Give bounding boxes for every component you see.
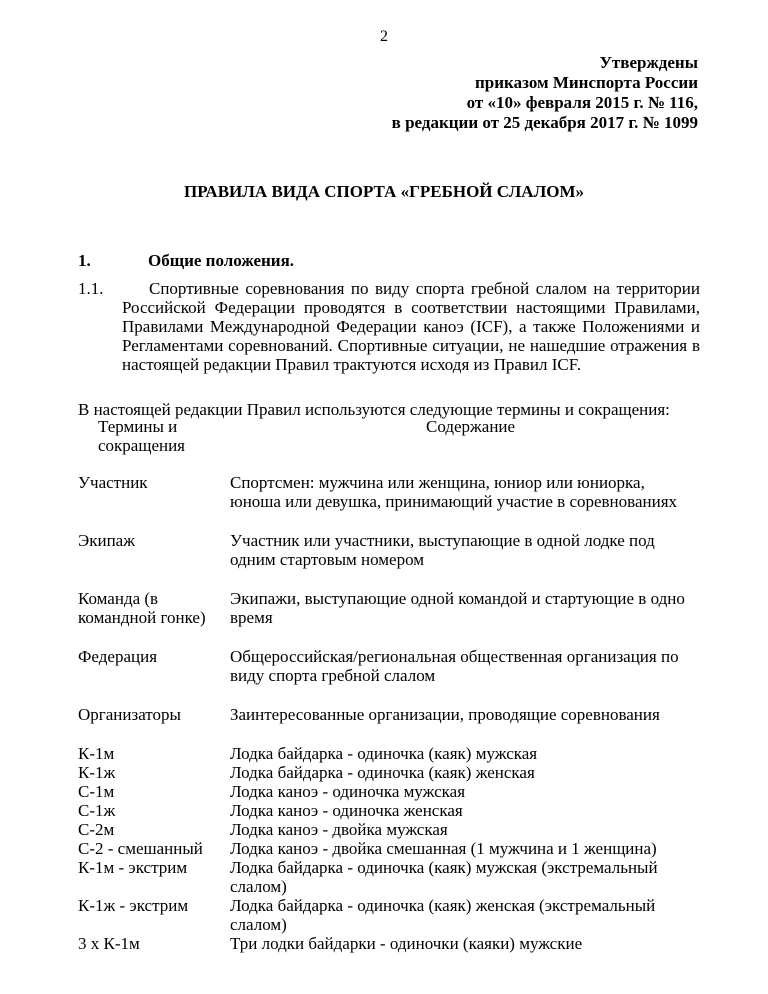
table-row bbox=[78, 896, 708, 934]
term-cell: 3 х К-1м bbox=[78, 934, 140, 953]
paragraph-number: 1.1. bbox=[78, 279, 104, 298]
table-row bbox=[78, 801, 708, 820]
table-row bbox=[78, 473, 708, 511]
definition-cell: Три лодки байдарки - одиночки (каяки) мужские bbox=[230, 934, 583, 953]
term-cell: Экипаж bbox=[78, 531, 135, 550]
term-cell: Команда (в командной гонке) bbox=[78, 589, 206, 627]
paragraph bbox=[78, 279, 700, 374]
term-cell: К-1ж bbox=[78, 763, 116, 782]
definition-cell: Лодка каноэ - одиночка женская bbox=[230, 801, 463, 820]
definition-cell: Заинтересованные организации, проводящие соревнования bbox=[230, 705, 660, 724]
column-header-content: Содержание bbox=[426, 417, 516, 436]
section-title: Общие положения. bbox=[148, 251, 295, 270]
approval-line: Утверждены bbox=[599, 53, 698, 72]
section-heading bbox=[78, 251, 294, 270]
table-row bbox=[78, 839, 708, 858]
term-cell: Организаторы bbox=[78, 705, 181, 724]
term-cell: С-2 - смешанный bbox=[78, 839, 203, 858]
document-title: ПРАВИЛА ВИДА СПОРТА «ГРЕБНОЙ СЛАЛОМ» bbox=[183, 182, 584, 201]
term-cell: Федерация bbox=[78, 647, 158, 666]
page-number: 2 bbox=[380, 28, 388, 45]
term-cell: С-1ж bbox=[78, 801, 116, 820]
term-cell: С-2м bbox=[78, 820, 115, 839]
terms-intro: В настоящей редакции Правил используются следующие термины и сокращения: bbox=[78, 400, 670, 419]
definition-cell: Лодка каноэ - двойка мужская bbox=[230, 820, 448, 839]
definition-cell: Лодка байдарка - одиночка (каяк) мужская bbox=[230, 744, 538, 763]
paragraph-text: Спортивные соревнования по виду спорта гребной слалом на территории Российской Федерации проводятся в соответствии настоящими Правилами, Правилами Международной Федерации каноэ (ICF), а также Положениями и Регламентами соревнований. Спортивные ситуации, не нашедшие отражения в настоящей редакции Правил трактуются исходя из Правил ICF. bbox=[122, 279, 700, 374]
table-row bbox=[78, 763, 708, 782]
table-row bbox=[78, 934, 708, 953]
definition-cell: Участник или участники, выступающие в одной лодке под одним стартовым номером bbox=[230, 531, 655, 569]
section-number: 1. bbox=[78, 251, 91, 270]
term-cell: К-1ж - экстрим bbox=[78, 896, 189, 915]
table-row bbox=[78, 589, 708, 627]
table-row bbox=[78, 705, 708, 724]
term-cell: С-1м bbox=[78, 782, 115, 801]
term-cell: К-1м bbox=[78, 744, 115, 763]
definition-cell: Лодка каноэ - одиночка мужская bbox=[230, 782, 466, 801]
approval-line: в редакции от 25 декабря 2017 г. № 1099 bbox=[391, 113, 698, 132]
definition-cell: Спортсмен: мужчина или женщина, юниор или юниорка, юноша или девушка, принимающий участие в соревнованиях bbox=[230, 473, 678, 511]
approval-line: приказом Минспорта России bbox=[475, 73, 698, 92]
table-row bbox=[78, 782, 708, 801]
term-cell: Участник bbox=[78, 473, 148, 492]
table-row bbox=[78, 744, 708, 763]
definition-cell: Лодка байдарка - одиночка (каяк) женская bbox=[230, 763, 535, 782]
definition-cell: Общероссийская/региональная общественная организация по виду спорта гребной слалом bbox=[230, 647, 679, 685]
approval-line: от «10» февраля 2015 г. № 116, bbox=[466, 93, 698, 112]
definition-cell: Лодка байдарка - одиночка (каяк) женская (экстремальный слалом) bbox=[230, 896, 656, 934]
approval-block bbox=[392, 53, 698, 133]
table-row bbox=[78, 858, 708, 896]
table-row bbox=[78, 820, 708, 839]
terms-table bbox=[78, 473, 708, 953]
table-row bbox=[78, 531, 708, 569]
table-row bbox=[78, 647, 708, 685]
definition-cell: Лодка каноэ - двойка смешанная (1 мужчина и 1 женщина) bbox=[230, 839, 657, 858]
definition-cell: Лодка байдарка - одиночка (каяк) мужская (экстремальный слалом) bbox=[230, 858, 658, 896]
definition-cell: Экипажи, выступающие одной командой и стартующие в одно время bbox=[230, 589, 685, 627]
term-cell: К-1м - экстрим bbox=[78, 858, 188, 877]
column-header-term: Термины и сокращения bbox=[98, 417, 186, 455]
